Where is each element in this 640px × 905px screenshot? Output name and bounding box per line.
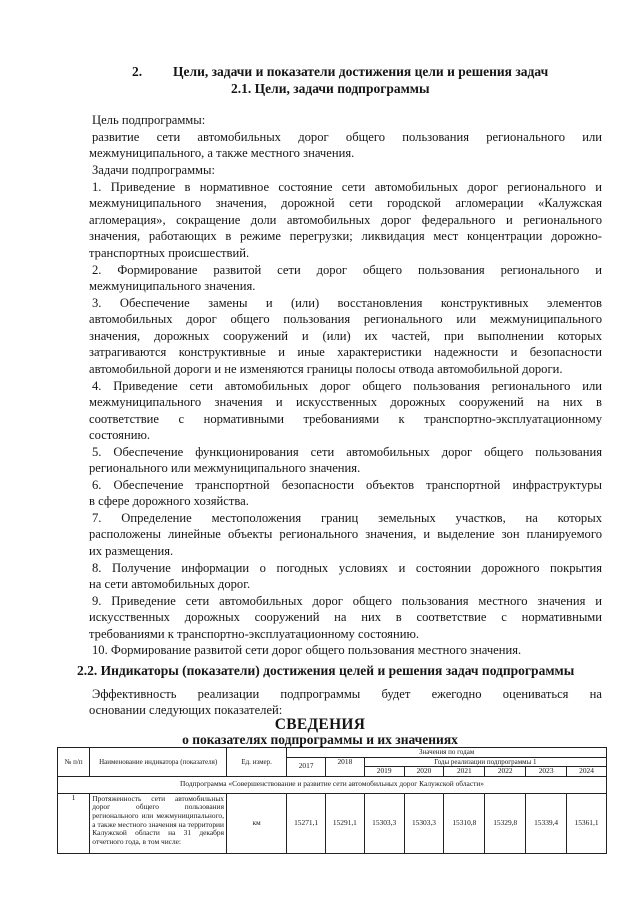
row-value: 15310,8	[444, 793, 485, 853]
section-heading: Цели, задачи и показатели достижения цели и решения задач	[173, 64, 549, 79]
row-value: 15339,4	[526, 793, 567, 853]
task-line: их размещения.	[89, 544, 174, 558]
task-line: значения, работающих в режиме перегрузки; ликвидация мест концентрации дорожно-	[89, 229, 602, 243]
task-item: 1. Приведение в нормативное состояние сети автомобильных дорог регионального и	[92, 180, 602, 194]
task-line: затрагиваются конструктивные и иные характеристики надежности и безопасности	[89, 345, 602, 359]
task-line: транспортных происшествий.	[89, 246, 250, 260]
task-item: 2. Формирование развитой сети дорог общего пользования регионального и	[92, 263, 602, 277]
goal-line: межмуниципального, а также местного значения.	[89, 146, 355, 160]
row-name: Протяженность сети автомобильных дорог общего пользования регионального или межмуниципального, а также местного значения на территории Калужской области на 31 декабря отчетного года, в том числе:	[90, 793, 227, 853]
header-year: 2022	[485, 767, 526, 777]
header-year: 2020	[404, 767, 444, 777]
goal-line: развитие сети автомобильных дорог общего пользования регионального или	[92, 130, 602, 144]
task-line: искусственных дорожных сооружений на них в соответствие с нормативными	[89, 610, 602, 624]
row-value: 15271,1	[287, 793, 326, 853]
row-unit: км	[226, 793, 286, 853]
indicators-table	[57, 747, 607, 854]
header-year: 2019	[364, 767, 404, 777]
header-year: 2023	[526, 767, 567, 777]
header-num: № п/п	[58, 748, 90, 777]
header-realization: Годы реализации подпрограммы 1	[364, 757, 606, 767]
task-line: состоянию.	[89, 428, 151, 442]
goal-label: Цель подпрограммы:	[92, 113, 206, 127]
task-item: 10. Формирование развитой сети дорог общего пользования местного значения.	[92, 643, 522, 657]
task-line: в сфере дорожного хозяйства.	[89, 494, 249, 508]
subsection-heading: 2.1. Цели, задачи подпрограммы	[231, 81, 430, 96]
program-row: Подпрограмма «Совершенствование и развитие сети автомобильных дорог Калужской области»	[58, 776, 607, 793]
task-item: 5. Обеспечение функционирования сети автомобильных дорог общего пользования	[92, 445, 602, 459]
row-value: 15291,1	[326, 793, 365, 853]
task-line: соответствие с нормативными требованиями к транспортно-эксплуатационному	[89, 412, 602, 426]
tasks-label: Задачи подпрограммы:	[92, 163, 215, 177]
header-name: Наименование индикатора (показателя)	[90, 748, 227, 777]
task-item: 6. Обеспечение транспортной безопасности объектов транспортной инфраструктуры	[92, 478, 602, 492]
table-subtitle: о показателях подпрограммы и их значениях	[182, 732, 458, 747]
task-item: 9. Приведение сети автомобильных дорог общего пользования местного значения и	[92, 594, 602, 608]
table-row	[58, 793, 607, 853]
header-year: 2024	[567, 767, 607, 777]
row-value: 15361,1	[567, 793, 607, 853]
task-line: межмуниципального значения.	[89, 279, 256, 293]
table-title: СВЕДЕНИЯ	[274, 716, 366, 733]
task-line: требованиями к транспортно-эксплуатационному состоянию.	[89, 627, 419, 641]
task-line: агломерация», сокращение доли автомобильных дорог федерального и регионального	[89, 213, 602, 227]
row-value: 15329,8	[485, 793, 526, 853]
header-values: Значения по годам	[287, 748, 607, 758]
task-item: 8. Получение информации о погодных условиях и состоянии дорожного покрытия	[92, 561, 602, 575]
task-line: автомобильной дороги и не изменяются границы полосы отвода автомобильной дороги.	[89, 362, 563, 376]
task-line: на сети автомобильных дорог.	[89, 577, 251, 591]
indicators-intro: основании следующих показателей:	[89, 703, 283, 717]
task-item: 7. Определение местоположения границ земельных участков, на которых	[92, 511, 602, 525]
header-unit: Ед. измер.	[226, 748, 286, 777]
task-line: автомобильных дорог общего пользования регионального или межмуниципального	[89, 312, 602, 326]
task-item: 4. Приведение сети автомобильных дорог общего пользования регионального или	[92, 379, 602, 393]
indicators-intro: Эффективность реализации подпрограммы будет ежегодно оцениваться на	[92, 687, 602, 701]
task-item: 3. Обеспечение замены и (или) восстановления конструктивных элементов	[92, 296, 602, 310]
task-line: межмуниципального значения и искусственных дорожных сооружений на них в	[89, 395, 602, 409]
section-number: 2.	[132, 64, 143, 79]
row-value: 15303,3	[404, 793, 444, 853]
row-num: 1	[58, 793, 90, 853]
header-year: 2021	[444, 767, 485, 777]
task-line: регионального или межмуниципального значения.	[89, 461, 361, 475]
header-year: 2018	[326, 757, 365, 776]
task-line: расположены линейные объекты регионального значения, и выделение зон планируемого	[89, 527, 602, 541]
task-line: значения, дорожных сооружений и (или) их частей, при выполнении которых	[89, 329, 602, 343]
header-year: 2017	[287, 757, 326, 776]
row-value: 15303,3	[364, 793, 404, 853]
task-line: межмуниципального значения, дорожной сети городской агломерации «Калужская	[89, 196, 602, 210]
indicators-heading: 2.2. Индикаторы (показатели) достижения целей и решения задач подпрограммы	[77, 663, 575, 678]
